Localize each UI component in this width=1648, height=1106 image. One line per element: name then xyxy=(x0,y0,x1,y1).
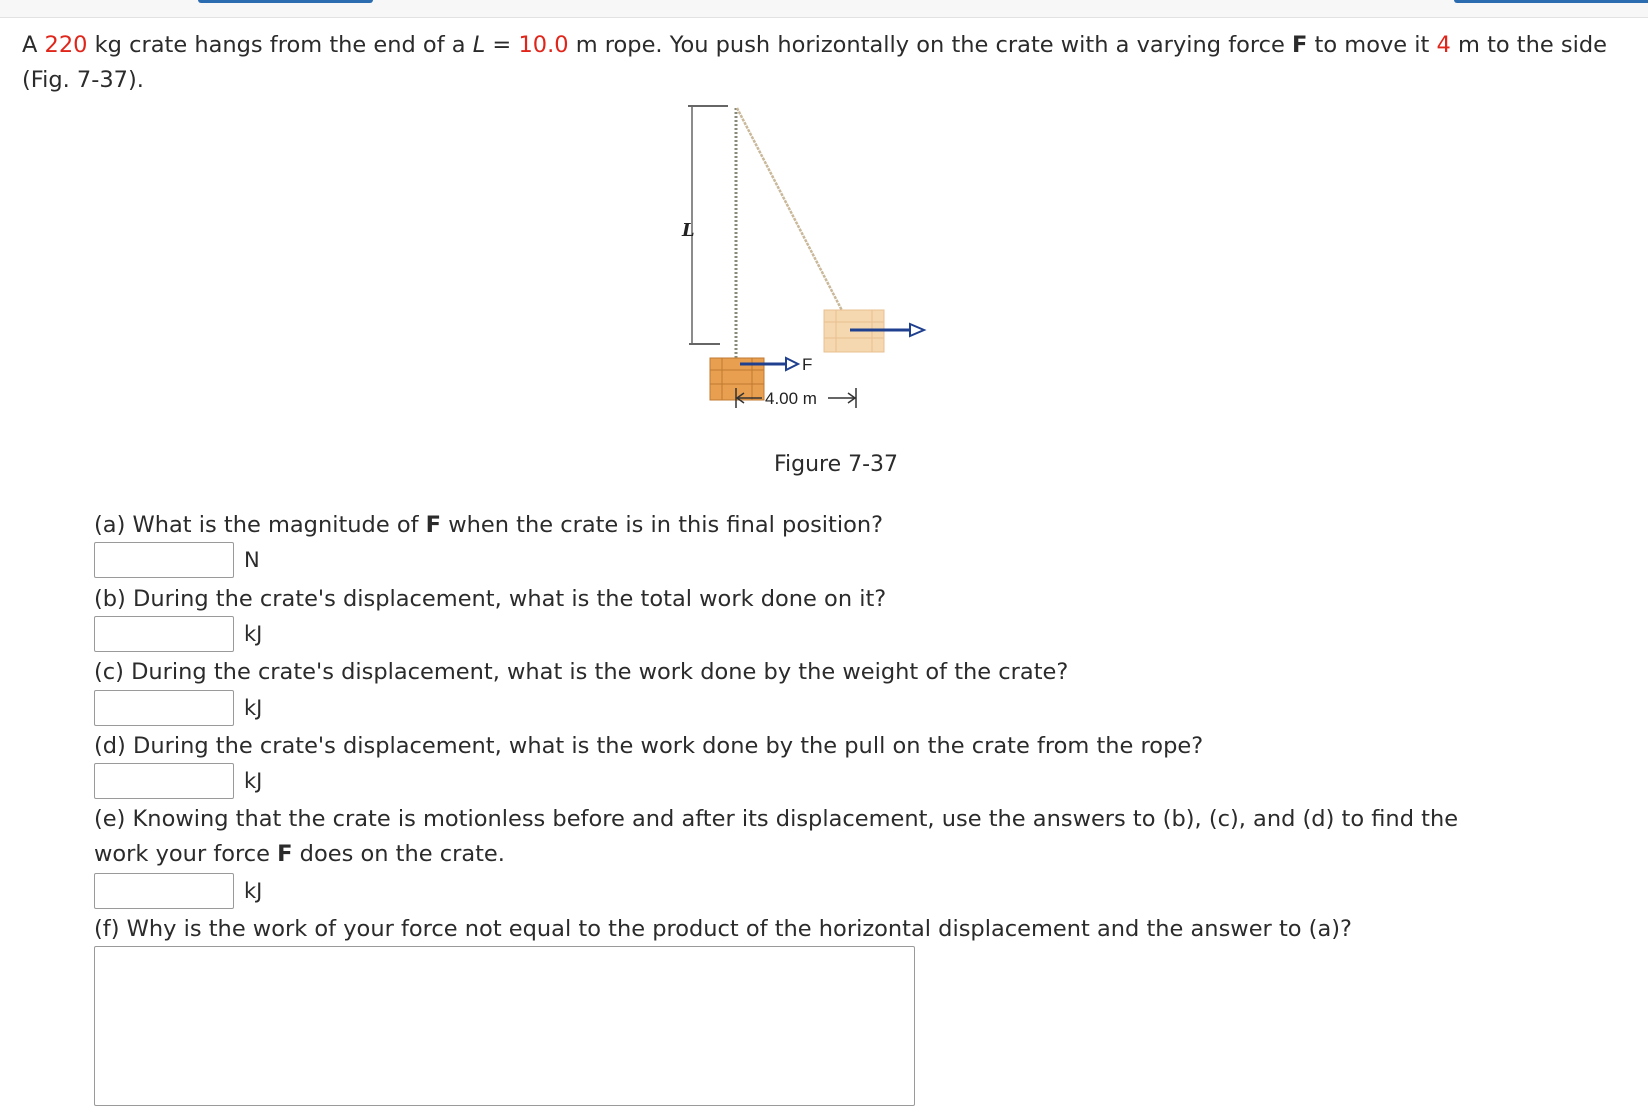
question-f: (f) Why is the work of your force not equal to the product of the horizontal displacement and the answer to (a)? xyxy=(94,916,1352,942)
diagonal-rope xyxy=(737,108,850,326)
answer-row-e xyxy=(94,873,262,909)
answer-textarea-f[interactable] xyxy=(94,946,915,1106)
answer-row-d xyxy=(94,763,262,799)
answer-row-a xyxy=(94,542,260,578)
tab-indicator-left[interactable] xyxy=(198,0,373,3)
question-b: (b) During the crate's displacement, what is the total work done on it? xyxy=(94,586,887,612)
question-d: (d) During the crate's displacement, what is the work done by the pull on the crate from the rope? xyxy=(94,733,1204,759)
force-symbol: F xyxy=(1292,32,1308,58)
answer-input-e[interactable] xyxy=(94,873,234,909)
unit-b: kJ xyxy=(244,622,263,646)
unit-a: N xyxy=(244,548,260,572)
displacement-label: 4.00 m xyxy=(765,389,817,408)
top-toolbar xyxy=(0,0,1648,18)
answer-row-c xyxy=(94,690,262,726)
answer-row-b xyxy=(94,616,262,652)
tab-indicator-right[interactable] xyxy=(1454,0,1648,3)
answer-input-d[interactable] xyxy=(94,763,234,799)
answer-input-c[interactable] xyxy=(94,690,234,726)
length-label: L xyxy=(682,220,695,241)
unit-e: kJ xyxy=(244,879,263,903)
problem-statement: A 220 kg crate hangs from the end of a L = 10.0 m rope. You push horizontally on the crate with a varying force F to move it 4 m to the side (Fig. 7-37). xyxy=(22,32,1607,93)
question-e: (e) Knowing that the crate is motionless before and after its displacement, use the answers to (b), (c), and (d) to find the work your force F does on the crate. xyxy=(94,806,1459,867)
figure-7-37 xyxy=(682,98,980,488)
question-c: (c) During the crate's displacement, what is the work done by the weight of the crate? xyxy=(94,659,1069,685)
unit-d: kJ xyxy=(244,769,263,793)
force-label: F xyxy=(802,355,813,374)
length-symbol: L xyxy=(472,32,486,58)
figure-caption: Figure 7-37 xyxy=(773,452,899,477)
displacement-value: 4 xyxy=(1436,32,1451,58)
mass-value: 220 xyxy=(44,32,88,58)
length-value: 10.0 xyxy=(518,32,569,58)
question-a: (a) What is the magnitude of F when the crate is in this final position? xyxy=(94,512,884,538)
unit-c: kJ xyxy=(244,696,263,720)
answer-input-a[interactable] xyxy=(94,542,234,578)
answer-input-b[interactable] xyxy=(94,616,234,652)
